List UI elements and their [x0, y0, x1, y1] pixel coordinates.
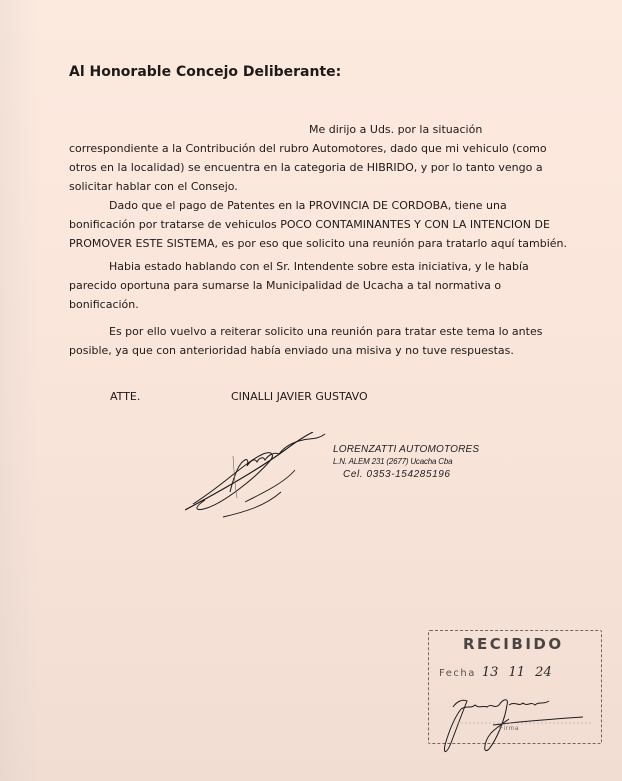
paragraph-3 — [69, 257, 569, 314]
signer-name: CINALLI JAVIER GUSTAVO — [231, 390, 368, 403]
received-signature-icon — [433, 683, 603, 763]
letter-salutation: Al Honorable Concejo Deliberante: — [69, 64, 342, 80]
company-stamp — [333, 444, 493, 480]
paragraph-line: PROMOVER ESTE SISTEMA, es por eso que solicito una reunión para tratarlo aquí también. — [69, 237, 568, 250]
paragraph-line: bonificación. — [69, 298, 139, 311]
paragraph-line: posible, ya que con anterioridad había enviado una misiva y no tuve respuestas. — [69, 344, 514, 357]
paragraph-line: Me dirijo a Uds. por la situación — [309, 123, 483, 136]
paragraph-2 — [69, 196, 569, 253]
received-stamp-title: RECIBIDO — [463, 635, 564, 653]
page-shadow — [0, 0, 40, 781]
paragraph-line: Habia estado hablando con el Sr. Intendente sobre esta iniciativa, y le había — [109, 260, 529, 273]
company-phone: Cel. 0353-154285196 — [343, 469, 451, 480]
paragraph-line: Dado que el pago de Patentes en la PROVINCIA DE CORDOBA, tiene una — [109, 199, 507, 212]
closing-atte: ATTE. — [110, 390, 141, 403]
company-address: L.N. ALEM 231 (2677) Ucacha Cba — [333, 457, 453, 466]
paragraph-line: otros en la localidad) se encuentra en la categoria de HIBRIDO, y por lo tanto vengo a — [69, 161, 543, 174]
paragraph-line: solicitar hablar con el Consejo. — [69, 180, 238, 193]
paragraph-line: correspondiente a la Contribución del rubro Automotores, dado que mi vehiculo (como — [69, 142, 547, 155]
paragraph-line: bonificación por tratarse de vehiculos POCO CONTAMINANTES Y CON LA INTENCION DE — [69, 218, 550, 231]
paragraph-line: Es por ello vuelvo a reiterar solicito una reunión para tratar este tema lo antes — [109, 325, 543, 338]
handwritten-signature-icon — [185, 432, 335, 532]
received-date-label: Fecha — [439, 668, 476, 679]
received-signature-label: Firma — [499, 726, 520, 732]
paragraph-1 — [69, 120, 569, 196]
received-date-row — [439, 665, 552, 680]
received-date-value: 13 11 24 — [481, 665, 552, 680]
company-name: LORENZATTI AUTOMOTORES — [333, 444, 480, 455]
received-stamp — [428, 630, 602, 744]
paragraph-4 — [69, 322, 569, 360]
paragraph-line: parecido oportuna para sumarse la Municipalidad de Ucacha a tal normativa o — [69, 279, 502, 292]
